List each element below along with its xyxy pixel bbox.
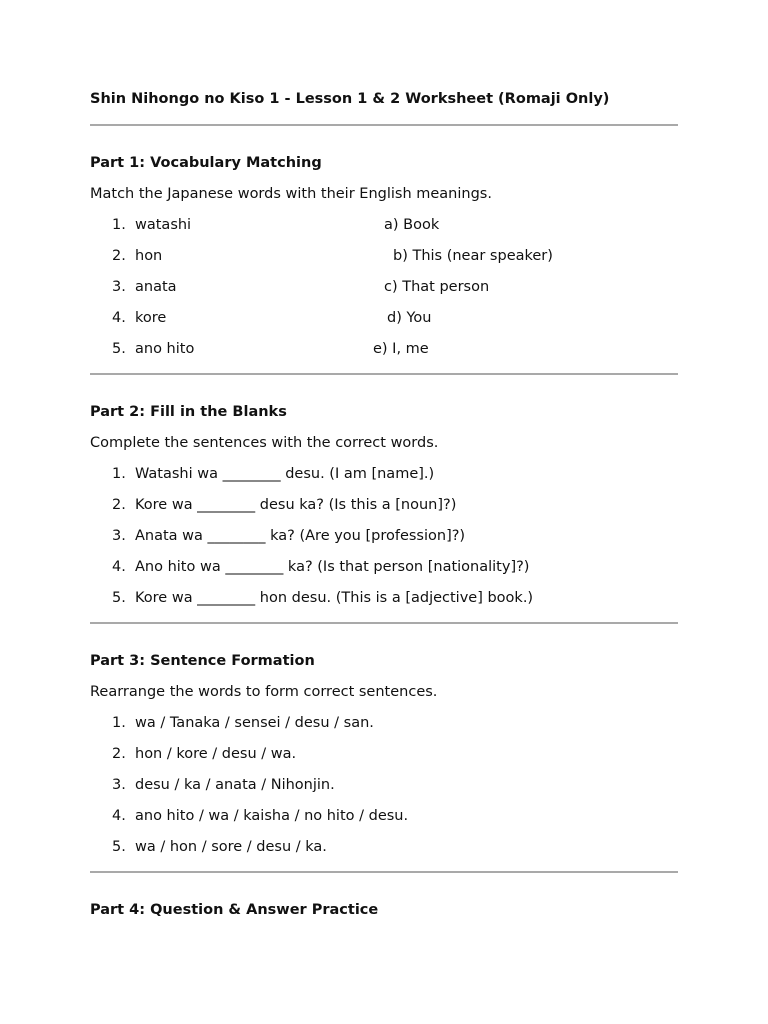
item-number: 5. [112,590,126,606]
list-item [90,217,678,237]
item-number: 1. [112,466,126,482]
list-item [90,839,678,859]
item-number: 3. [112,528,126,544]
divider [90,373,678,375]
part2-instruction: Complete the sentences with the correct words. [90,435,439,451]
worksheet-title: Shin Nihongo no Kiso 1 - Lesson 1 & 2 Worksheet (Romaji Only) [90,91,610,107]
item-number: 4. [112,310,126,326]
match-option: b) This (near speaker) [393,248,553,264]
item-number: 5. [112,341,126,357]
item-text: ano hito / wa / kaisha / no hito / desu. [135,808,409,824]
item-text: Watashi wa ________ desu. (I am [name].) [135,466,435,482]
match-option: e) I, me [373,341,429,357]
match-option: a) Book [384,217,440,233]
part4-heading: Part 4: Question & Answer Practice [90,902,379,918]
item-text: hon [135,248,163,264]
list-item [90,715,678,735]
item-text: kore [135,310,167,326]
part1-instruction: Match the Japanese words with their English meanings. [90,186,492,202]
item-text: hon / kore / desu / wa. [135,746,297,762]
item-number: 4. [112,559,126,575]
item-number: 1. [112,715,126,731]
item-text: wa / Tanaka / sensei / desu / san. [135,715,374,731]
match-option: d) You [387,310,432,326]
item-text: Ano hito wa ________ ka? (Is that person [nationality]?) [135,559,530,575]
part3-heading: Part 3: Sentence Formation [90,653,315,669]
list-item [90,559,678,579]
item-text: wa / hon / sore / desu / ka. [135,839,327,855]
list-item [90,341,678,361]
item-text: desu / ka / anata / Nihonjin. [135,777,335,793]
item-text: Anata wa ________ ka? (Are you [profession]?) [135,528,466,544]
item-text: Kore wa ________ hon desu. (This is a [adjective] book.) [135,590,534,606]
part1-heading: Part 1: Vocabulary Matching [90,155,322,171]
item-text: anata [135,279,177,295]
item-number: 4. [112,808,126,824]
item-number: 5. [112,839,126,855]
item-number: 2. [112,248,126,264]
list-item [90,248,678,268]
list-item [90,746,678,766]
list-item [90,528,678,548]
list-item [90,310,678,330]
item-number: 3. [112,279,126,295]
item-number: 2. [112,497,126,513]
list-item [90,497,678,517]
list-item [90,279,678,299]
divider [90,124,678,126]
divider [90,622,678,624]
item-text: Kore wa ________ desu ka? (Is this a [noun]?) [135,497,457,513]
list-item [90,808,678,828]
part3-instruction: Rearrange the words to form correct sentences. [90,684,438,700]
list-item [90,590,678,610]
item-text: watashi [135,217,192,233]
item-number: 3. [112,777,126,793]
list-item [90,466,678,486]
list-item [90,777,678,797]
match-option: c) That person [384,279,490,295]
item-text: ano hito [135,341,195,357]
item-number: 2. [112,746,126,762]
item-number: 1. [112,217,126,233]
part2-heading: Part 2: Fill in the Blanks [90,404,287,420]
divider [90,871,678,873]
